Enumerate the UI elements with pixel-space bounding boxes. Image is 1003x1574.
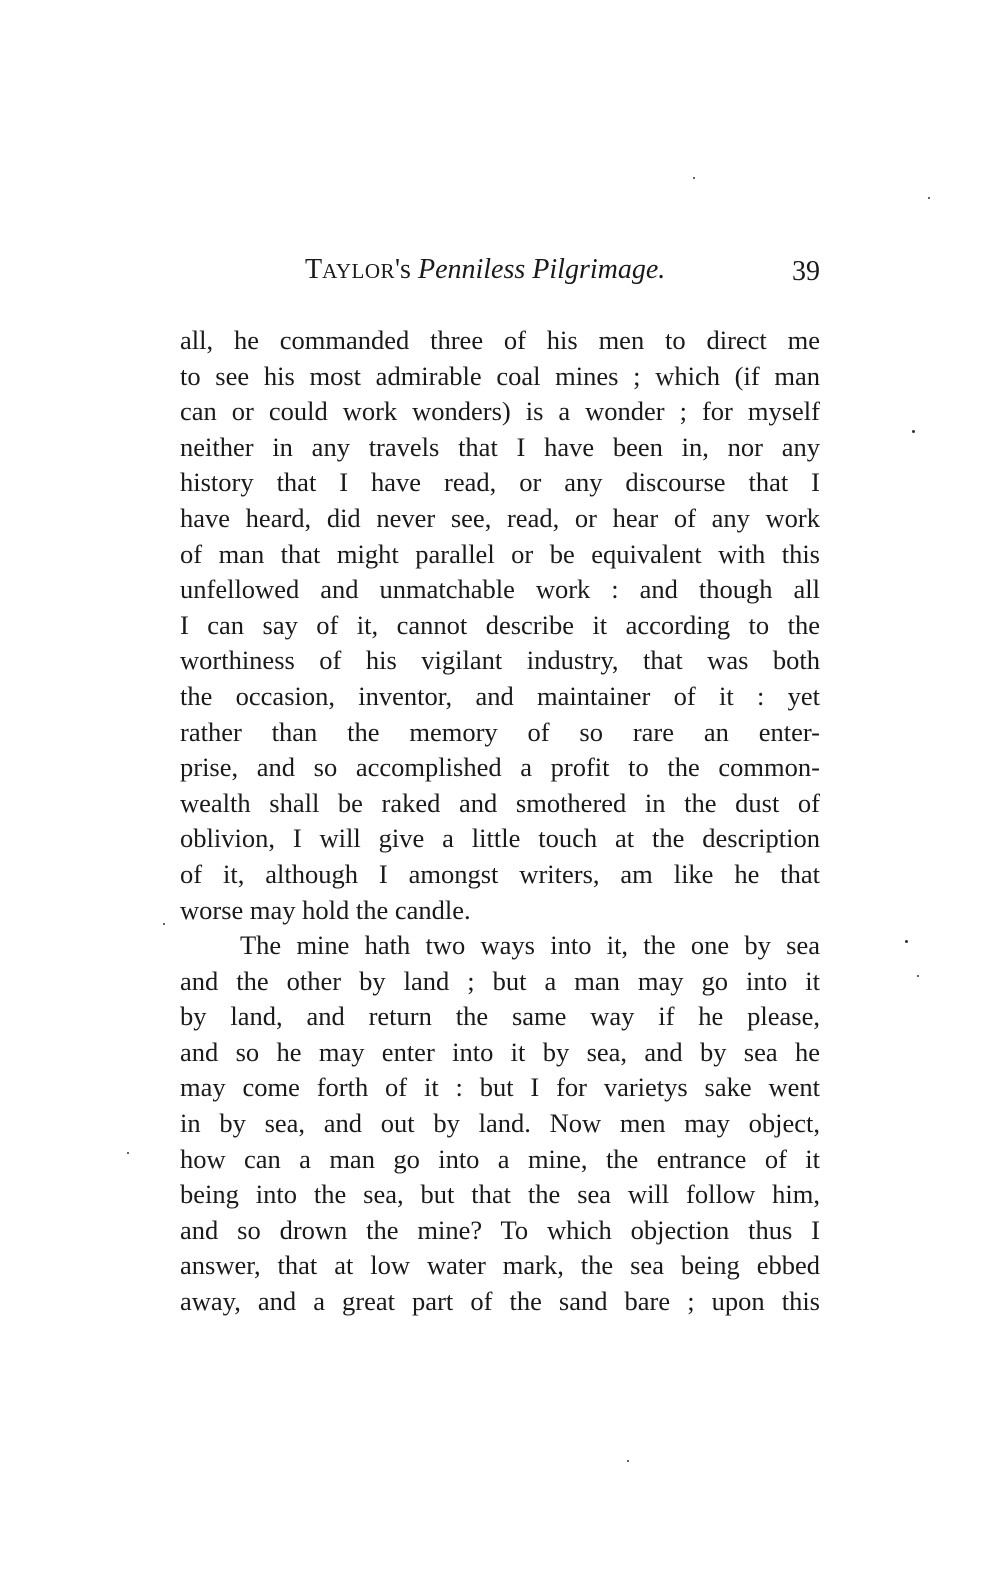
text-line: to see his most admirable coal mines ; which (if man — [180, 360, 820, 391]
text-line: wealth shall be raked and smothered in the dust of — [180, 787, 820, 818]
text-line: The mine hath two ways into it, the one by sea — [240, 930, 820, 961]
text-line: prise, and so accomplished a profit to the common- — [180, 752, 820, 783]
page-number: 39 — [792, 256, 820, 287]
running-head — [180, 250, 820, 290]
text-line: can or could work wonders) is a wonder ; for myself — [180, 396, 820, 427]
text-line: and so he may enter into it by sea, and by sea he — [180, 1036, 820, 1067]
text-line: neither in any travels that I have been in, nor any — [180, 431, 820, 462]
text-line: may come forth of it : but I for varietys sake went — [180, 1072, 820, 1103]
scan-speck — [905, 940, 908, 943]
text-line: how can a man go into a mine, the entrance of it — [180, 1143, 820, 1174]
scan-speck — [928, 197, 930, 199]
text-line: worthiness of his vigilant industry, that was both — [180, 645, 820, 676]
text-line: of man that might parallel or be equivalent with this — [180, 538, 820, 569]
text-line: have heard, did never see, read, or hear of any work — [180, 502, 820, 533]
text-line: oblivion, I will give a little touch at the description — [180, 823, 820, 854]
scan-speck — [627, 1460, 629, 1462]
text-line: I can say of it, cannot describe it according to the — [180, 609, 820, 640]
text-line: answer, that at low water mark, the sea being ebbed — [180, 1250, 820, 1281]
text-line: the occasion, inventor, and maintainer of it : yet — [180, 680, 820, 711]
text-line: by land, and return the same way if he please, — [180, 1001, 820, 1032]
author-smallcaps: AYLOR — [322, 259, 396, 283]
scan-speck — [127, 1152, 129, 1154]
scan-speck — [163, 923, 165, 925]
book-title: Penniless Pilgrimage. — [417, 254, 666, 285]
scan-speck — [912, 430, 915, 433]
text-line: of it, although I amongst writers, am like he that — [180, 858, 820, 889]
author-initial: T — [305, 254, 323, 285]
text-line: in by sea, and out by land. Now men may object, — [180, 1108, 820, 1139]
text-line: and the other by land ; but a man may go into it — [180, 965, 820, 996]
text-line: rather than the memory of so rare an enter- — [180, 716, 820, 747]
text-line: being into the sea, but that the sea will follow him, — [180, 1179, 820, 1210]
text-line: all, he commanded three of his men to direct me — [180, 325, 820, 355]
text-line: worse may hold the candle. — [180, 894, 471, 925]
text-line: history that I have read, or any discourse that I — [180, 467, 820, 498]
scan-speck — [693, 177, 695, 179]
text-line: unfellowed and unmatchable work : and though all — [180, 574, 820, 605]
body-text — [180, 323, 820, 1320]
author-possessive: 's — [395, 254, 411, 285]
text-line: and so drown the mine? To which objection thus I — [180, 1214, 820, 1245]
scan-speck — [917, 975, 919, 977]
running-title — [305, 250, 665, 291]
text-line: away, and a great part of the sand bare ; upon this — [180, 1286, 820, 1317]
